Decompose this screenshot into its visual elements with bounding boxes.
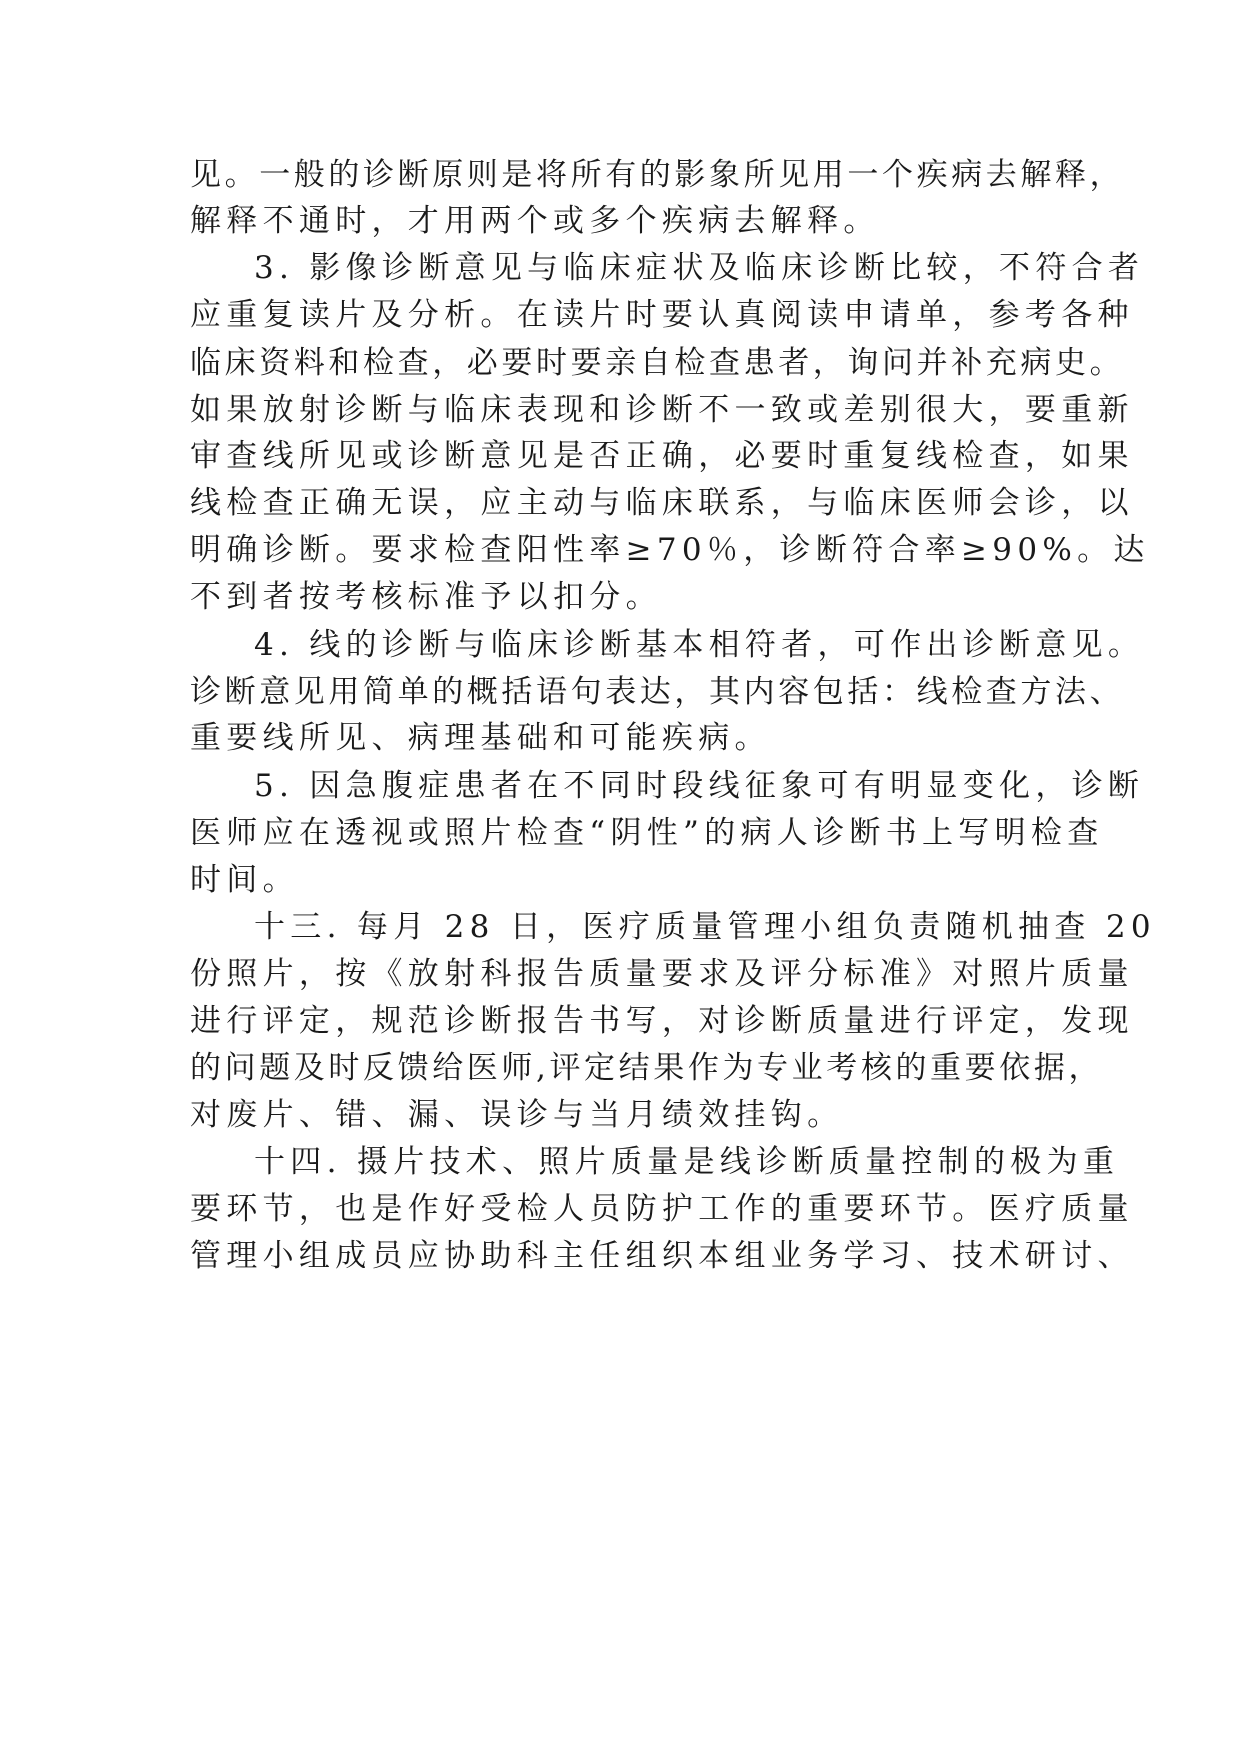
- text-line: 临床资料和检查，必要时要亲自检查患者，询问并补充病史。: [190, 345, 1125, 381]
- text-line: 进行评定，规范诊断报告书写，对诊断质量进行评定，发现: [190, 1003, 1134, 1039]
- text-line: 十四. 摄片技术、照片质量是线诊断质量控制的极为重: [254, 1144, 1120, 1180]
- text-line: 4. 线的诊断与临床诊断基本相符者，可作出诊断意见。: [254, 627, 1145, 663]
- text-line: 份照片，按《放射科报告质量要求及评分标准》对照片质量: [190, 956, 1134, 992]
- text-line: 审查线所见或诊断意见是否正确，必要时重复线检查，如果: [190, 438, 1134, 474]
- text-line: 时间。: [190, 862, 299, 898]
- text-line: 如果放射诊断与临床表现和诊断不一致或差别很大，要重新: [190, 392, 1134, 428]
- text-line: 3. 影像诊断意见与临床症状及临床诊断比较，不符合者: [254, 250, 1145, 286]
- text-line: 对废片、错、漏、误诊与当月绩效挂钩。: [190, 1097, 844, 1133]
- text-line: 不到者按考核标准予以扣分。: [190, 579, 662, 615]
- text-line: 5. 因急腹症患者在不同时段线征象可有明显变化，诊断: [254, 768, 1145, 804]
- text-line: 应重复读片及分析。在读片时要认真阅读申请单，参考各种: [190, 297, 1134, 333]
- text-line: 解释不通时，才用两个或多个疾病去解释。: [190, 203, 880, 239]
- text-line: 医师应在透视或照片检查“阴性”的病人诊断书上写明检查: [190, 815, 1104, 851]
- text-line: 明确诊断。要求检查阳性率≥70％，诊断符合率≥90%。达: [190, 532, 1150, 568]
- text-line: 诊断意见用简单的概括语句表达，其内容包括：线检查方法、: [190, 674, 1125, 710]
- text-line: 管理小组成员应协助科主任组织本组业务学习、技术研讨、: [190, 1238, 1134, 1274]
- text-line: 要环节，也是作好受检人员防护工作的重要环节。医疗质量: [190, 1191, 1134, 1227]
- text-line: 的问题及时反馈给医师,评定结果作为专业考核的重要依据，: [190, 1050, 1104, 1086]
- text-line: 见。一般的诊断原则是将所有的影象所见用一个疾病去解释，: [190, 157, 1125, 193]
- text-line: 线检查正确无误，应主动与临床联系，与临床医师会诊，以: [190, 485, 1134, 521]
- text-line: 重要线所见、病理基础和可能疾病。: [190, 720, 771, 756]
- text-line: 十三. 每月 28 日，医疗质量管理小组负责随机抽查 20: [254, 909, 1156, 945]
